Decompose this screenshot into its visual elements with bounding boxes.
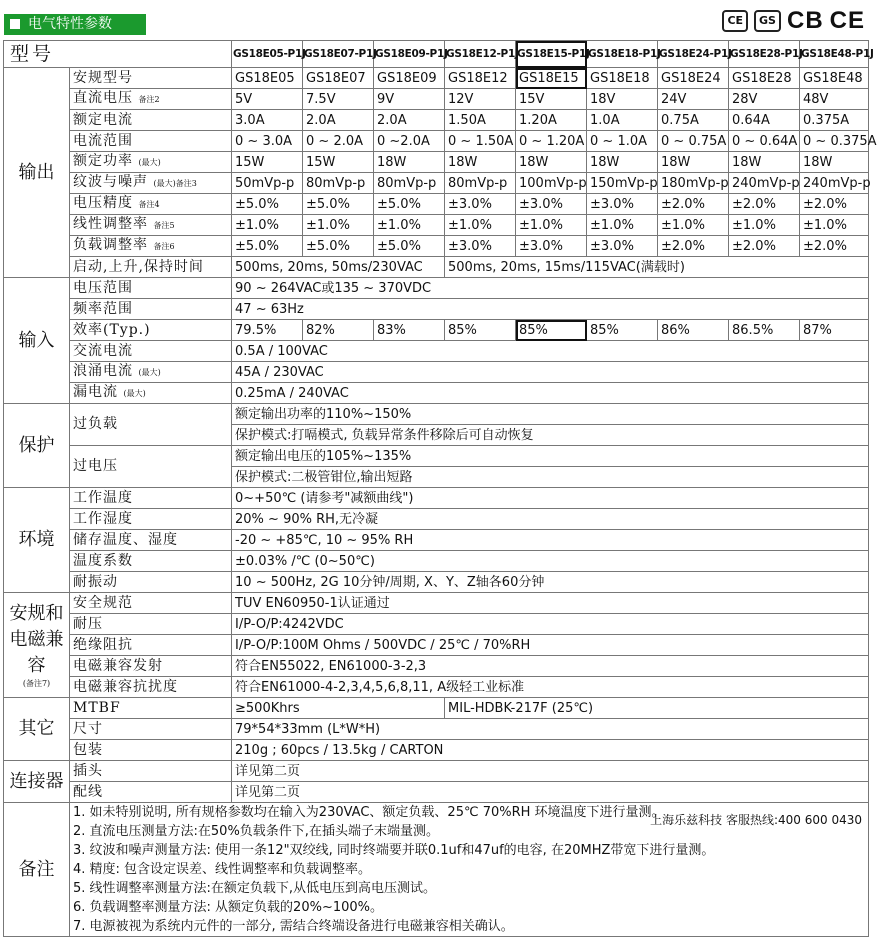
note-line: 3. 纹波和噪声测量方法: 使用一条12"双绞线, 同时终端要并联0.1uf和47uf的电容, 在20MHZ带宽下进行量测。 xyxy=(73,843,715,858)
value-cell: 0.64A xyxy=(729,110,800,131)
value-cell: 18W xyxy=(800,152,869,173)
value-cell: ±1.0% xyxy=(232,215,303,236)
row-label xyxy=(70,257,232,278)
value-cell: 0 ~ 0.75A xyxy=(658,131,729,152)
label-note: (最大)备注3 xyxy=(153,179,197,188)
label-text: 电磁兼容抗扰度 xyxy=(73,678,178,695)
model-row xyxy=(4,41,869,68)
row-label xyxy=(70,215,232,236)
note-line: 1. 如未特别说明, 所有规格参数均在输入为230VAC、额定负载、25℃ 70%RH 环境温度下进行量测。 xyxy=(73,805,665,820)
efficiency-cell: 85% xyxy=(516,320,587,341)
value-cell: GS18E28 xyxy=(729,68,800,89)
category-connector: 连接器 xyxy=(4,761,70,803)
row-label xyxy=(70,635,232,656)
label-text: 频率范围 xyxy=(73,300,133,317)
ce-logo-icon: CE xyxy=(829,7,865,34)
input-row xyxy=(4,299,869,320)
mtbf-value: ≥500Khrs xyxy=(232,698,445,719)
row-label xyxy=(70,299,232,320)
value-cell: 详见第二页 xyxy=(232,782,869,803)
label-text: 浪涌电流 xyxy=(73,363,133,379)
notes-cell xyxy=(70,803,869,937)
value-cell: ±2.0% xyxy=(729,194,800,215)
value-cell: 0 ~2.0A xyxy=(374,131,445,152)
note-line: 7. 电源被视为系统内元件的一部分, 需结合终端设备进行电磁兼容相关确认。 xyxy=(73,919,514,934)
row-label xyxy=(70,152,232,173)
label-text: 温度系数 xyxy=(73,552,133,569)
value-cell: 0.75A xyxy=(658,110,729,131)
output-row xyxy=(4,89,869,110)
model-name: GS18E18-P1J xyxy=(587,41,658,68)
safety-row xyxy=(4,635,869,656)
value-cell: 详见第二页 xyxy=(232,761,869,782)
env-row xyxy=(4,551,869,572)
value-cell: 24V xyxy=(658,89,729,110)
output-row xyxy=(4,215,869,236)
row-label xyxy=(70,782,232,803)
efficiency-cell: 86% xyxy=(658,320,729,341)
value-cell: 0~+50℃ (请参考"减额曲线") xyxy=(232,488,869,509)
value-cell: ±1.0% xyxy=(587,215,658,236)
category-env: 环境 xyxy=(4,488,70,593)
model-name: GS18E12-P1J xyxy=(445,41,516,68)
label-text: 额定功率 xyxy=(73,153,133,169)
value-cell: ±5.0% xyxy=(303,236,374,257)
value-cell: 7.5V xyxy=(303,89,374,110)
efficiency-cell: 87% xyxy=(800,320,869,341)
efficiency-cell: 79.5% xyxy=(232,320,303,341)
value-cell: 1.0A xyxy=(587,110,658,131)
model-name: GS18E48-P1J xyxy=(800,41,869,68)
label-text: 插头 xyxy=(73,762,103,779)
timing-115vac: 500ms, 20ms, 15ms/115VAC(满载时) xyxy=(445,257,869,278)
model-name: GS18E15-P1J xyxy=(516,41,587,68)
value-cell: 240mVp-p xyxy=(729,173,800,194)
value-cell: 保护模式:打嗝模式, 负载异常条件移除后可自动恢复 xyxy=(232,425,869,446)
row-label xyxy=(70,698,232,719)
value-cell: 18W xyxy=(516,152,587,173)
value-cell: ±5.0% xyxy=(374,236,445,257)
safety-row xyxy=(4,677,869,698)
value-cell: 1.20A xyxy=(516,110,587,131)
efficiency-cell: 83% xyxy=(374,320,445,341)
value-cell: ±5.0% xyxy=(232,236,303,257)
input-row xyxy=(4,341,869,362)
value-cell: 18W xyxy=(374,152,445,173)
value-cell: GS18E24 xyxy=(658,68,729,89)
row-label xyxy=(70,593,232,614)
output-row xyxy=(4,68,869,89)
cert-logos xyxy=(722,6,865,36)
row-label xyxy=(70,740,232,761)
square-icon xyxy=(10,19,20,29)
value-cell: 符合EN61000-4-2,3,4,5,6,8,11, A级轻工业标准 xyxy=(232,677,869,698)
label-note: (最大) xyxy=(138,368,161,377)
value-cell: 2.0A xyxy=(303,110,374,131)
row-label xyxy=(70,110,232,131)
other-row xyxy=(4,719,869,740)
value-cell: 90 ~ 264VAC或135 ~ 370VDC xyxy=(232,278,869,299)
value-cell: 18W xyxy=(445,152,516,173)
category-safety-text: 安规和电磁兼容 xyxy=(9,603,64,676)
section-title-text: 电气特性参数 xyxy=(28,16,112,32)
value-cell: 28V xyxy=(729,89,800,110)
input-row xyxy=(4,383,869,404)
value-cell: 180mVp-p xyxy=(658,173,729,194)
label-note: 备注4 xyxy=(138,200,160,209)
value-cell: 9V xyxy=(374,89,445,110)
output-row xyxy=(4,131,869,152)
value-cell: ±1.0% xyxy=(658,215,729,236)
note-line: 6. 负载调整率测量方法: 从额定负载的20%~100%。 xyxy=(73,900,384,915)
safety-row xyxy=(4,614,869,635)
row-label xyxy=(70,173,232,194)
note-line: 2. 直流电压测量方法:在50%负载条件下,在插头端子末端量测。 xyxy=(73,824,439,839)
section-title xyxy=(4,14,146,35)
value-cell: 240mVp-p xyxy=(800,173,869,194)
value-cell: 0 ~ 2.0A xyxy=(303,131,374,152)
row-label xyxy=(70,551,232,572)
value-cell: ±3.0% xyxy=(516,236,587,257)
value-cell: 18W xyxy=(729,152,800,173)
label-text: 配线 xyxy=(73,783,103,800)
row-label xyxy=(70,530,232,551)
value-cell: 15W xyxy=(303,152,374,173)
output-row xyxy=(4,152,869,173)
value-cell: GS18E18 xyxy=(587,68,658,89)
row-label xyxy=(70,194,232,215)
value-cell: ±3.0% xyxy=(587,236,658,257)
label-text: 交流电流 xyxy=(73,342,133,359)
mtbf-standard: MIL-HDBK-217F (25℃) xyxy=(445,698,869,719)
env-row xyxy=(4,509,869,530)
value-cell: GS18E09 xyxy=(374,68,445,89)
spec-table-body xyxy=(4,41,877,937)
value-cell: ±1.0% xyxy=(516,215,587,236)
value-cell: TUV EN60950-1认证通过 xyxy=(232,593,869,614)
note-line: 5. 线性调整率测量方法:在额定负载下,从低电压到高电压测试。 xyxy=(73,881,437,896)
value-cell: 0 ~ 1.20A xyxy=(516,131,587,152)
row-label xyxy=(70,614,232,635)
value-cell: 0.375A xyxy=(800,110,869,131)
spec-table xyxy=(3,40,877,937)
row-label xyxy=(70,509,232,530)
label-note: 备注5 xyxy=(153,221,175,230)
value-cell: ±2.0% xyxy=(729,236,800,257)
value-cell: ±2.0% xyxy=(800,194,869,215)
value-cell: 15W xyxy=(232,152,303,173)
category-safety-note: (备注7) xyxy=(22,679,51,688)
row-label xyxy=(70,236,232,257)
value-cell: 3.0A xyxy=(232,110,303,131)
label-text: 纹波与噪声 xyxy=(73,174,148,190)
value-cell: 80mVp-p xyxy=(445,173,516,194)
value-cell: 保护模式:二极管钳位,输出短路 xyxy=(232,467,869,488)
efficiency-cell: 85% xyxy=(445,320,516,341)
category-input: 输入 xyxy=(4,278,70,404)
label-text: 电流范围 xyxy=(73,132,133,149)
connector-row xyxy=(4,761,869,782)
value-cell: 150mVp-p xyxy=(587,173,658,194)
note-line: 4. 精度: 包含设定误差、线性调整率和负载调整率。 xyxy=(73,862,372,877)
value-cell: 50mVp-p xyxy=(232,173,303,194)
output-row xyxy=(4,257,869,278)
label-text: 工作温度 xyxy=(73,489,133,506)
category-notes: 备注 xyxy=(4,803,70,937)
value-cell: 210g ; 60pcs / 13.5kg / CARTON xyxy=(232,740,869,761)
model-name: GS18E24-P1J xyxy=(658,41,729,68)
efficiency-cell: 82% xyxy=(303,320,374,341)
label-text: 安规型号 xyxy=(73,69,133,86)
row-label xyxy=(70,572,232,593)
row-label xyxy=(70,320,232,341)
label-text: 过负载 xyxy=(73,416,118,432)
value-cell: ±5.0% xyxy=(374,194,445,215)
model-name: GS18E05-P1J xyxy=(232,41,303,68)
value-cell: 0 ~ 1.0A xyxy=(587,131,658,152)
value-cell: 10 ~ 500Hz, 2G 10分钟/周期, X、Y、Z轴各60分钟 xyxy=(232,572,869,593)
value-cell: ±1.0% xyxy=(729,215,800,236)
safety-row xyxy=(4,656,869,677)
value-cell: ±3.0% xyxy=(587,194,658,215)
model-name: GS18E07-P1J xyxy=(303,41,374,68)
value-cell: 79*54*33mm (L*W*H) xyxy=(232,719,869,740)
timing-230vac: 500ms, 20ms, 50ms/230VAC xyxy=(232,257,445,278)
value-cell: GS18E12 xyxy=(445,68,516,89)
value-cell: 0 ~ 0.64A xyxy=(729,131,800,152)
env-row xyxy=(4,530,869,551)
value-cell: ±5.0% xyxy=(303,194,374,215)
category-safety xyxy=(4,593,70,698)
row-label xyxy=(70,761,232,782)
label-note: 备注6 xyxy=(153,242,175,251)
label-text: 储存温度、湿度 xyxy=(73,531,178,548)
model-header: 型号 xyxy=(4,41,232,68)
value-cell: ±2.0% xyxy=(800,236,869,257)
label-text: 电压范围 xyxy=(73,279,133,296)
label-text: 漏电流 xyxy=(73,384,118,400)
label-note: (最大) xyxy=(123,389,146,398)
value-cell: 47 ~ 63Hz xyxy=(232,299,869,320)
output-row xyxy=(4,236,869,257)
env-row xyxy=(4,572,869,593)
label-text: 耐振动 xyxy=(73,573,118,590)
label-text: 安全规范 xyxy=(73,594,133,611)
row-label xyxy=(70,719,232,740)
efficiency-cell: 85% xyxy=(587,320,658,341)
label-text: 绝缘阻抗 xyxy=(73,636,133,653)
label-note: 备注2 xyxy=(138,95,160,104)
safety-row xyxy=(4,593,869,614)
label-text: 过电压 xyxy=(73,458,118,474)
label-text: 线性调整率 xyxy=(73,216,148,232)
output-row xyxy=(4,173,869,194)
value-cell: ±1.0% xyxy=(374,215,445,236)
row-label xyxy=(70,362,232,383)
row-label xyxy=(70,404,232,446)
value-cell: 80mVp-p xyxy=(374,173,445,194)
cb-mark-icon: CB xyxy=(786,7,824,34)
value-cell: GS18E05 xyxy=(232,68,303,89)
value-cell: 15V xyxy=(516,89,587,110)
label-text: 电压精度 xyxy=(73,195,133,211)
header xyxy=(0,0,871,40)
label-text: 电磁兼容发射 xyxy=(73,657,163,674)
value-cell: ±1.0% xyxy=(800,215,869,236)
row-label xyxy=(70,89,232,110)
label-text: 尺寸 xyxy=(73,720,103,737)
value-cell: ±5.0% xyxy=(232,194,303,215)
value-cell: 20% ~ 90% RH,无冷凝 xyxy=(232,509,869,530)
value-cell: 48V xyxy=(800,89,869,110)
value-cell: 额定输出功率的110%~150% xyxy=(232,404,869,425)
label-text: MTBF xyxy=(73,699,121,716)
value-cell: 额定输出电压的105%~135% xyxy=(232,446,869,467)
row-label xyxy=(70,677,232,698)
row-label xyxy=(70,278,232,299)
input-row xyxy=(4,320,869,341)
value-cell: -20 ~ +85℃, 10 ~ 95% RH xyxy=(232,530,869,551)
category-protect: 保护 xyxy=(4,404,70,488)
protect-row xyxy=(4,446,869,467)
category-output: 输出 xyxy=(4,68,70,278)
category-other: 其它 xyxy=(4,698,70,761)
value-cell: 0 ~ 1.50A xyxy=(445,131,516,152)
value-cell: 5V xyxy=(232,89,303,110)
ce-mark-icon: CE xyxy=(722,10,748,32)
value-cell: 18V xyxy=(587,89,658,110)
value-cell: ±3.0% xyxy=(445,236,516,257)
value-cell: ±1.0% xyxy=(303,215,374,236)
label-text: 直流电压 xyxy=(73,90,133,106)
model-name: GS18E09-P1J xyxy=(374,41,445,68)
row-label xyxy=(70,131,232,152)
value-cell: 0 ~ 3.0A xyxy=(232,131,303,152)
row-label xyxy=(70,68,232,89)
value-cell: GS18E07 xyxy=(303,68,374,89)
value-cell: GS18E48 xyxy=(800,68,869,89)
row-label xyxy=(70,383,232,404)
value-cell: 2.0A xyxy=(374,110,445,131)
value-cell: ±2.0% xyxy=(658,194,729,215)
hotline-text: 上海乐兹科技 客服热线:400 600 0430 xyxy=(650,813,863,827)
row-label xyxy=(70,341,232,362)
value-cell: 0.25mA / 240VAC xyxy=(232,383,869,404)
value-cell: 0.5A / 100VAC xyxy=(232,341,869,362)
value-cell: 0 ~ 0.375A xyxy=(800,131,869,152)
value-cell: 18W xyxy=(587,152,658,173)
label-text: 效率(Typ.) xyxy=(73,321,151,338)
env-row xyxy=(4,488,869,509)
output-row xyxy=(4,110,869,131)
efficiency-cell: 86.5% xyxy=(729,320,800,341)
value-cell: ±1.0% xyxy=(445,215,516,236)
value-cell: ±3.0% xyxy=(445,194,516,215)
input-row xyxy=(4,278,869,299)
label-text: 包装 xyxy=(73,741,103,758)
notes-row xyxy=(4,803,869,937)
value-cell: ±2.0% xyxy=(658,236,729,257)
label-text: 耐压 xyxy=(73,615,103,632)
value-cell: ±0.03% /℃ (0~50℃) xyxy=(232,551,869,572)
row-label xyxy=(70,488,232,509)
model-name: GS18E28-P1J xyxy=(729,41,800,68)
value-cell: I/P-O/P:100M Ohms / 500VDC / 25℃ / 70%RH xyxy=(232,635,869,656)
value-cell: 45A / 230VAC xyxy=(232,362,869,383)
connector-row xyxy=(4,782,869,803)
label-note: (最大) xyxy=(138,158,161,167)
value-cell: I/P-O/P:4242VDC xyxy=(232,614,869,635)
other-row xyxy=(4,698,869,719)
row-label xyxy=(70,446,232,488)
value-cell: 1.50A xyxy=(445,110,516,131)
output-row xyxy=(4,194,869,215)
value-cell: 80mVp-p xyxy=(303,173,374,194)
label-text: 工作湿度 xyxy=(73,510,133,527)
row-label xyxy=(70,656,232,677)
value-cell: 符合EN55022, EN61000-3-2,3 xyxy=(232,656,869,677)
label-text: 启动,上升,保持时间 xyxy=(73,258,204,275)
gs-mark-icon: GS xyxy=(754,10,781,32)
value-cell: 100mVp-p xyxy=(516,173,587,194)
label-text: 额定电流 xyxy=(73,111,133,128)
label-text: 负载调整率 xyxy=(73,237,148,253)
value-cell: ±3.0% xyxy=(516,194,587,215)
value-cell: 18W xyxy=(658,152,729,173)
input-row xyxy=(4,362,869,383)
value-cell: 12V xyxy=(445,89,516,110)
value-cell: GS18E15 xyxy=(516,68,587,89)
other-row xyxy=(4,740,869,761)
protect-row xyxy=(4,404,869,425)
